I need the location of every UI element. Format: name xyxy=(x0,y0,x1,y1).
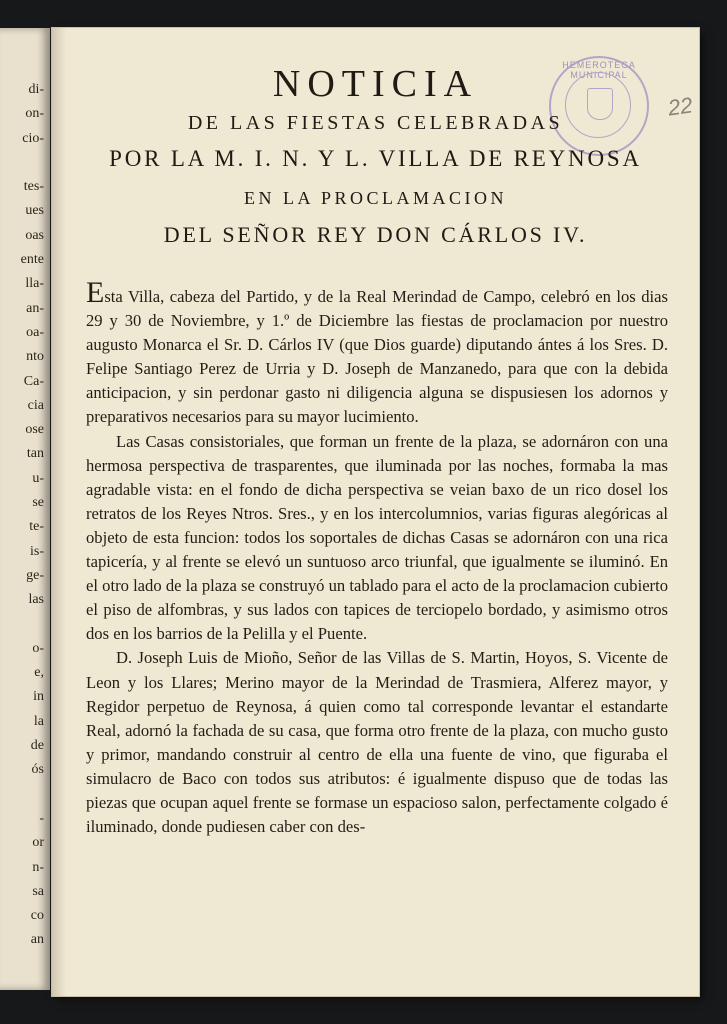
facing-page-fragment xyxy=(8,151,44,175)
facing-page-edge xyxy=(0,28,50,990)
facing-page-fragment: cia xyxy=(27,397,44,413)
facing-page-fragment: te- xyxy=(29,519,44,535)
library-stamp-text: HEMEROTECA MUNICIPAL xyxy=(562,60,636,80)
facing-page-text-fragments xyxy=(8,78,44,953)
facing-page-fragment: o- xyxy=(32,640,44,656)
facing-page-fragment xyxy=(8,613,44,637)
facing-page-fragment: oas xyxy=(25,227,44,243)
title-line-5: DEL SEÑOR REY DON CÁRLOS IV. xyxy=(163,222,588,247)
facing-page-fragment: ose xyxy=(25,422,44,438)
facing-page-fragment: tes- xyxy=(23,179,44,195)
page-gutter-shadow xyxy=(52,28,66,996)
facing-page-fragment: u- xyxy=(32,470,44,486)
facing-page-fragment: tan xyxy=(26,446,44,462)
facing-page-fragment: ós xyxy=(31,762,44,778)
facing-page-fragment: ente xyxy=(20,252,44,268)
initial-letter: E xyxy=(86,276,105,309)
facing-page-fragment: ues xyxy=(25,203,44,219)
title-line-2: DE LAS FIESTAS CELEBRADAS xyxy=(187,112,564,134)
facing-page-fragment: lla- xyxy=(25,276,44,292)
facing-page-fragment: oa- xyxy=(26,324,44,340)
paragraph-1 xyxy=(86,276,668,430)
facing-page-fragment: cio- xyxy=(22,130,44,146)
document-page xyxy=(52,28,699,996)
facing-page-fragment: la xyxy=(33,713,44,729)
paragraph-2: Las Casas consistoriales, que forman un frente de la plaza, se adornáron con una hermosa perspectiva de trasparentes, que iluminada por las noches, formaba la mas agradable vista: en el fondo de dicha perspectiva se veian baxo de un rico dosel los retratos de los Reyes Ntros. Sres., y en los intercolumnios, varias figuras alegóricas al objeto de esta funcion: todos los soportales de dichas Casas se adornáron con una rica tapicería, y al frente se elevó un suntuoso arco triunfal, que igualmente se iluminó. En el otro lado de la plaza se construyó un tablado para el acto de la proclamacion cubierto el piso de alfombras, y sus lados con tapices de terciopelo bordado, y asimismo otros dos en los barrios de la Pelilla y el Puente. xyxy=(86,431,668,644)
facing-page-fragment: n- xyxy=(32,859,44,875)
facing-page-fragment: or xyxy=(32,835,44,851)
facing-page-fragment: an- xyxy=(26,300,44,316)
facing-page-fragment xyxy=(8,783,44,807)
facing-page-fragment: ge- xyxy=(26,567,44,583)
paragraph-1-text: sta Villa, cabeza del Partido, y de la Real Merindad de Campo, celebró en los dias 29 y 30 de Noviembre, y 1.º de Diciembre las fiestas de proclamacion por nuestro augusto Monarca el Sr. D. Cárlos IV (que Dios guarde) diputando ántes á los Sres. D. Felipe Santiago Perez de Urria y D. Joseph de Manzanedo, para que con la debida anticipacion, y sin perdonar gasto ni diligencia alguna se dispusiesen los adornos y preparativos necesarios para su mayor lucimiento. xyxy=(86,287,668,427)
facing-page-fragment: on- xyxy=(25,106,44,122)
facing-page-fragment: sa xyxy=(32,883,44,899)
facing-page-fragment: is- xyxy=(30,543,44,559)
facing-page-fragment: in xyxy=(33,689,44,705)
paragraph-3: D. Joseph Luis de Mioño, Señor de las Villas de S. Martin, Hoyos, S. Vicente de Leon y los Llares; Merino mayor de la Merindad de Trasmiera, Alferez mayor, y Regidor perpetuo de Reynosa, á quien como tal corresponde levantar el estandarte Real, adornó la fachada de su casa, que forma otro frente de la plaza, con mucho gusto y primor, mandando construir al centro de ella una fuente de vino, que figuraba el simulacro de Baco con todos sus atributos: é igualmente dispuso que de todas las piezas que ocupan aquel frente se formase un espacioso salon, perfectamente colgado é iluminado, donde pudiesen caber con des- xyxy=(86,648,668,837)
facing-page-fragment: Ca- xyxy=(23,373,44,389)
body-text xyxy=(86,276,668,839)
title-line-3: POR LA M. I. N. Y L. VILLA DE REYNOSA xyxy=(109,146,642,171)
facing-page-fragment: de xyxy=(30,738,44,754)
facing-page-fragment: las xyxy=(28,592,44,608)
title-noticia: NOTICIA xyxy=(272,63,479,105)
title-line-4: EN LA PROCLAMACION xyxy=(243,188,507,208)
facing-page-fragment: co xyxy=(30,908,44,924)
facing-page-fragment: an xyxy=(30,932,44,948)
facing-page-fragment: e, xyxy=(34,665,44,681)
facing-page-fragment: nto xyxy=(26,349,44,365)
facing-page-fragment: - xyxy=(39,810,44,826)
facing-page-fragment: se xyxy=(32,495,44,511)
facing-page-fragment: di- xyxy=(28,82,44,97)
pencil-folio-number: 22 xyxy=(666,92,695,121)
